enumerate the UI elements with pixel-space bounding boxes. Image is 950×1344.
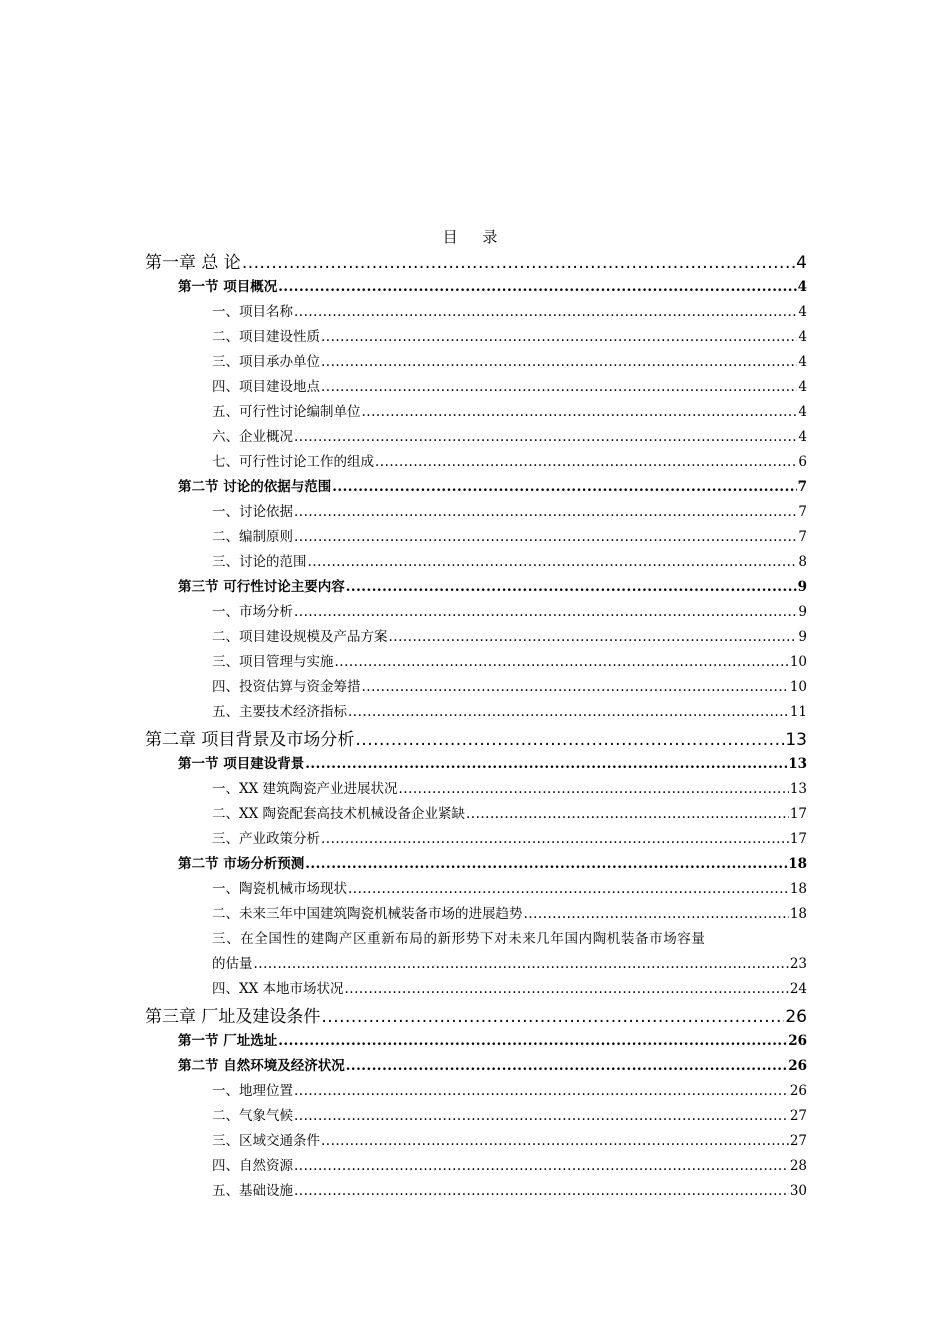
toc-entry-item[interactable] bbox=[145, 877, 807, 902]
page-number: 4 bbox=[798, 304, 807, 320]
dot-leader bbox=[524, 906, 789, 922]
toc-entry-text: 四、自然资源 bbox=[212, 1158, 293, 1174]
dot-leader bbox=[345, 981, 789, 997]
toc-entry-text: 二、未来三年中国建筑陶瓷机械装备市场的进展趋势 bbox=[212, 906, 523, 922]
dot-leader bbox=[348, 704, 789, 720]
page-number: 4 bbox=[798, 329, 807, 345]
dot-leader bbox=[242, 253, 795, 273]
dot-leader bbox=[294, 429, 797, 445]
dot-leader bbox=[332, 479, 796, 495]
dot-leader bbox=[346, 1058, 788, 1074]
toc-entry-text: 三、讨论的范围 bbox=[212, 554, 307, 570]
page-number: 30 bbox=[789, 1183, 807, 1199]
toc-entry-text: 第一节 厂址选址 bbox=[178, 1033, 278, 1049]
toc-entry-text: 第一节 项目建设背景 bbox=[178, 756, 305, 772]
dot-leader bbox=[335, 654, 789, 670]
table-of-contents bbox=[145, 248, 807, 1204]
toc-entry-text: 三、项目承办单位 bbox=[212, 354, 320, 370]
toc-entry-item[interactable] bbox=[145, 550, 807, 575]
toc-entry-item[interactable] bbox=[145, 827, 807, 852]
toc-entry-text: 二、编制原则 bbox=[212, 529, 293, 545]
toc-entry-text: 一、XX 建筑陶瓷产业进展状况 bbox=[212, 781, 398, 797]
dot-leader bbox=[305, 756, 787, 772]
page-number: 10 bbox=[789, 679, 807, 695]
dot-leader bbox=[389, 629, 798, 645]
page-number: 4 bbox=[798, 429, 807, 445]
toc-entry-item[interactable] bbox=[145, 300, 807, 325]
toc-entry-text: 五、主要技术经济指标 bbox=[212, 704, 347, 720]
dot-leader bbox=[321, 831, 789, 847]
page-number: 9 bbox=[797, 579, 807, 595]
page-number: 4 bbox=[797, 279, 807, 295]
toc-entry-item[interactable] bbox=[145, 1079, 807, 1104]
page-number: 18 bbox=[789, 881, 807, 897]
toc-entry-text: 第三节 可行性讨论主要内容 bbox=[178, 579, 345, 595]
toc-entry-section[interactable] bbox=[145, 575, 807, 600]
page-number: 18 bbox=[789, 906, 807, 922]
dot-leader bbox=[321, 1007, 784, 1027]
toc-entry-item[interactable] bbox=[145, 600, 807, 625]
toc-entry-item[interactable] bbox=[145, 1179, 807, 1204]
toc-entry-text: 二、XX 陶瓷配套高技术机械设备企业紧缺 bbox=[212, 806, 466, 822]
toc-entry-item[interactable] bbox=[145, 400, 807, 425]
page-number: 17 bbox=[789, 831, 807, 847]
dot-leader bbox=[278, 279, 796, 295]
toc-entry-text: 第三章 厂址及建设条件 bbox=[145, 1007, 321, 1027]
page-number: 27 bbox=[789, 1108, 807, 1124]
toc-entry-text: 三、项目管理与实施 bbox=[212, 654, 334, 670]
dot-leader bbox=[321, 329, 797, 345]
toc-entry-text: 三、在全国性的建陶产区重新布局的新形势下对未来几年国内陶机装备市场容量 bbox=[212, 931, 706, 947]
toc-entry-text: 四、项目建设地点 bbox=[212, 379, 320, 395]
dot-leader bbox=[362, 679, 789, 695]
toc-entry-section[interactable] bbox=[145, 852, 807, 877]
page-number: 10 bbox=[789, 654, 807, 670]
dot-leader bbox=[278, 1033, 787, 1049]
dot-leader bbox=[305, 856, 787, 872]
page-number: 9 bbox=[798, 629, 807, 645]
dot-leader bbox=[294, 1158, 789, 1174]
page-number: 4 bbox=[798, 379, 807, 395]
dot-leader bbox=[294, 1083, 789, 1099]
toc-entry-text: 第二节 自然环境及经济状况 bbox=[178, 1058, 345, 1074]
dot-leader bbox=[355, 730, 784, 750]
toc-entry-item[interactable] bbox=[145, 902, 807, 927]
page-number: 18 bbox=[788, 856, 807, 872]
dot-leader bbox=[321, 379, 797, 395]
toc-entry-item[interactable] bbox=[145, 1104, 807, 1129]
toc-entry-chapter[interactable] bbox=[145, 248, 807, 275]
toc-entry-text: 四、XX 本地市场状况 bbox=[212, 981, 344, 997]
toc-entry-chapter[interactable] bbox=[145, 725, 807, 752]
toc-entry-item[interactable] bbox=[145, 500, 807, 525]
toc-entry-section[interactable] bbox=[145, 275, 807, 300]
toc-entry-item[interactable] bbox=[145, 525, 807, 550]
toc-entry-section[interactable] bbox=[145, 752, 807, 777]
toc-entry-item[interactable] bbox=[145, 425, 807, 450]
dot-leader bbox=[321, 1133, 789, 1149]
toc-entry-text: 六、企业概况 bbox=[212, 429, 293, 445]
toc-entry-section[interactable] bbox=[145, 475, 807, 500]
dot-leader bbox=[466, 806, 789, 822]
toc-entry-item[interactable] bbox=[145, 450, 807, 475]
page-number: 27 bbox=[789, 1133, 807, 1149]
dot-leader bbox=[294, 529, 797, 545]
toc-entry-item[interactable] bbox=[145, 777, 807, 802]
toc-entry-chapter[interactable] bbox=[145, 1002, 807, 1029]
toc-entry-text: 七、可行性讨论工作的组成 bbox=[212, 454, 374, 470]
toc-entry-text: 一、陶瓷机械市场现状 bbox=[212, 881, 347, 897]
dot-leader bbox=[399, 781, 789, 797]
dot-leader bbox=[294, 604, 797, 620]
page-number: 26 bbox=[789, 1083, 807, 1099]
toc-entry-text: 一、地理位置 bbox=[212, 1083, 293, 1099]
page-number: 6 bbox=[798, 454, 807, 470]
dot-leader bbox=[294, 1108, 789, 1124]
page-number: 9 bbox=[798, 604, 807, 620]
toc-entry-item[interactable] bbox=[145, 802, 807, 827]
toc-entry-item[interactable] bbox=[145, 675, 807, 700]
page-number: 26 bbox=[788, 1033, 807, 1049]
dot-leader bbox=[294, 1183, 789, 1199]
toc-entry-item[interactable] bbox=[145, 977, 807, 1002]
toc-entry-text: 二、项目建设性质 bbox=[212, 329, 320, 345]
toc-entry-text: 第一节 项目概况 bbox=[178, 279, 278, 295]
toc-entry-text: 二、项目建设规模及产品方案 bbox=[212, 629, 388, 645]
dot-leader bbox=[321, 354, 797, 370]
toc-entry-text: 二、气象气候 bbox=[212, 1108, 293, 1124]
dot-leader bbox=[254, 956, 789, 972]
dot-leader bbox=[348, 881, 789, 897]
page-number: 4 bbox=[798, 404, 807, 420]
page-number: 7 bbox=[798, 529, 807, 545]
page-number: 13 bbox=[785, 730, 807, 750]
toc-entry-item[interactable] bbox=[145, 650, 807, 675]
toc-entry-item[interactable] bbox=[145, 1154, 807, 1179]
toc-entry-text: 三、区域交通条件 bbox=[212, 1133, 320, 1149]
toc-entry-continuation[interactable] bbox=[212, 952, 807, 977]
toc-entry-text: 三、产业政策分析 bbox=[212, 831, 320, 847]
toc-entry-text: 四、投资估算与资金筹措 bbox=[212, 679, 361, 695]
toc-entry-item[interactable] bbox=[145, 350, 807, 375]
toc-entry-item[interactable] bbox=[145, 375, 807, 400]
dot-leader bbox=[346, 579, 797, 595]
toc-entry-item[interactable] bbox=[145, 325, 807, 350]
toc-entry-item[interactable] bbox=[145, 927, 807, 977]
toc-entry-item[interactable] bbox=[145, 1129, 807, 1154]
page-number: 28 bbox=[789, 1158, 807, 1174]
dot-leader bbox=[294, 304, 797, 320]
page-number: 4 bbox=[798, 354, 807, 370]
page-number: 23 bbox=[789, 956, 807, 972]
page-number: 24 bbox=[789, 981, 807, 997]
page-number: 8 bbox=[798, 554, 807, 570]
toc-entry-text: 第二章 项目背景及市场分析 bbox=[145, 730, 355, 750]
toc-entry-text: 一、讨论依据 bbox=[212, 504, 293, 520]
page-number: 7 bbox=[797, 479, 807, 495]
dot-leader bbox=[308, 554, 798, 570]
page-number: 4 bbox=[796, 253, 807, 273]
page-number: 26 bbox=[788, 1058, 807, 1074]
toc-entry-text: 一、市场分析 bbox=[212, 604, 293, 620]
toc-entry-text: 一、项目名称 bbox=[212, 304, 293, 320]
toc-entry-text: 第一章 总 论 bbox=[145, 253, 241, 273]
toc-entry-item[interactable] bbox=[145, 625, 807, 650]
toc-entry-text: 五、基础设施 bbox=[212, 1183, 293, 1199]
toc-entry-text: 的估量 bbox=[212, 956, 253, 972]
toc-entry-section[interactable] bbox=[145, 1054, 807, 1079]
toc-entry-section[interactable] bbox=[145, 1029, 807, 1054]
toc-entry-item[interactable] bbox=[145, 700, 807, 725]
toc-title: 目 录 bbox=[442, 228, 508, 246]
page-number: 13 bbox=[788, 756, 807, 772]
page-number: 26 bbox=[785, 1007, 807, 1027]
dot-leader bbox=[362, 404, 798, 420]
dot-leader bbox=[375, 454, 797, 470]
page-number: 17 bbox=[789, 806, 807, 822]
toc-entry-text: 第二节 讨论的依据与范围 bbox=[178, 479, 332, 495]
toc-entry-text: 第二节 市场分析预测 bbox=[178, 856, 305, 872]
page-number: 13 bbox=[789, 781, 807, 797]
toc-entry-text: 五、可行性讨论编制单位 bbox=[212, 404, 361, 420]
page-number: 11 bbox=[789, 704, 807, 720]
dot-leader bbox=[294, 504, 797, 520]
page-number: 7 bbox=[798, 504, 807, 520]
